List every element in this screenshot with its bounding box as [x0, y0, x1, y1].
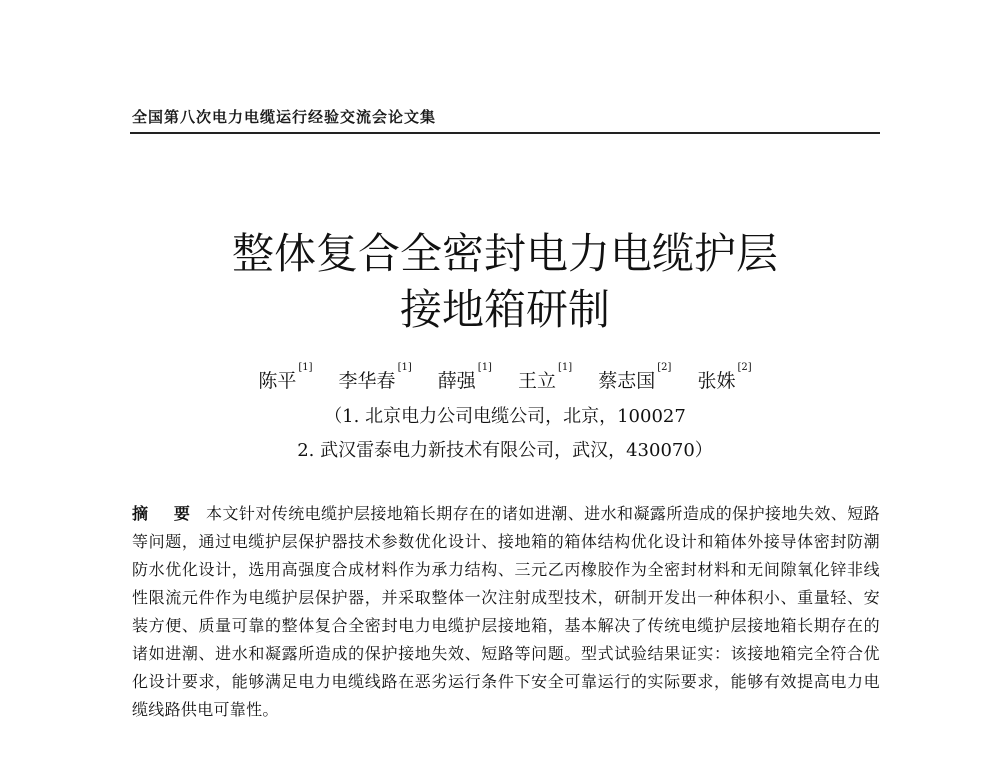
abstract-label: 摘 要: [132, 504, 200, 523]
author: 李华春[1]: [338, 362, 412, 392]
affiliation-mark: [1]: [397, 362, 412, 373]
header-rule: [130, 132, 880, 134]
affiliation-line-1: （1. 北京电力公司电缆公司，北京，100027: [324, 406, 686, 427]
abstract-text: 本文针对传统电缆护层接地箱长期存在的诸如进潮、进水和凝露所造成的保护接地失效、短路等问题，通过电缆护层保护器技术参数优化设计、接地箱的箱体结构优化设计和箱体外接导体密封防潮防水优化设计，选用高强度合成材料作为承力结构、三元乙丙橡胶作为全密封材料和无间隙氧化锌非线性限流元件作为电缆护层保护器，并采取整体一次注射成型技术，研制开发出一种体积小、重量轻、安装方便、质量可靠的整体复合全密封电力电缆护层接地箱，基本解决了传统电缆护层接地箱长期存在的诸如进潮、进水和凝露所造成的保护接地失效、短路等问题。型式试验结果证实：该接地箱完全符合优化设计要求，能够满足电力电缆线路在恶劣运行条件下安全可靠运行的实际要求，能够有效提高电力电缆线路供电可靠性。: [132, 504, 880, 719]
affiliation-mark: [1]: [477, 362, 492, 373]
author: 陈平[1]: [258, 362, 313, 392]
affiliation-mark: [1]: [298, 362, 313, 373]
author: 薛强[1]: [437, 362, 492, 392]
affiliation-mark: [2]: [657, 362, 672, 373]
paper-title-line-2: 接地箱研制: [399, 285, 610, 334]
author: 王立[1]: [518, 362, 573, 392]
affiliation-line-2: 2. 武汉雷泰电力新技术有限公司，武汉，430070）: [297, 440, 713, 461]
author: 张姝[2]: [697, 362, 752, 392]
author-list: [130, 362, 880, 393]
affiliation-mark: [1]: [558, 362, 573, 373]
author: 蔡志国[2]: [598, 362, 672, 392]
running-header: 全国第八次电力电缆运行经验交流会论文集: [132, 108, 437, 126]
affiliation-mark: [2]: [737, 362, 752, 373]
paper-title-line-1: 整体复合全密封电力电缆护层: [231, 229, 778, 278]
abstract: [132, 500, 880, 724]
